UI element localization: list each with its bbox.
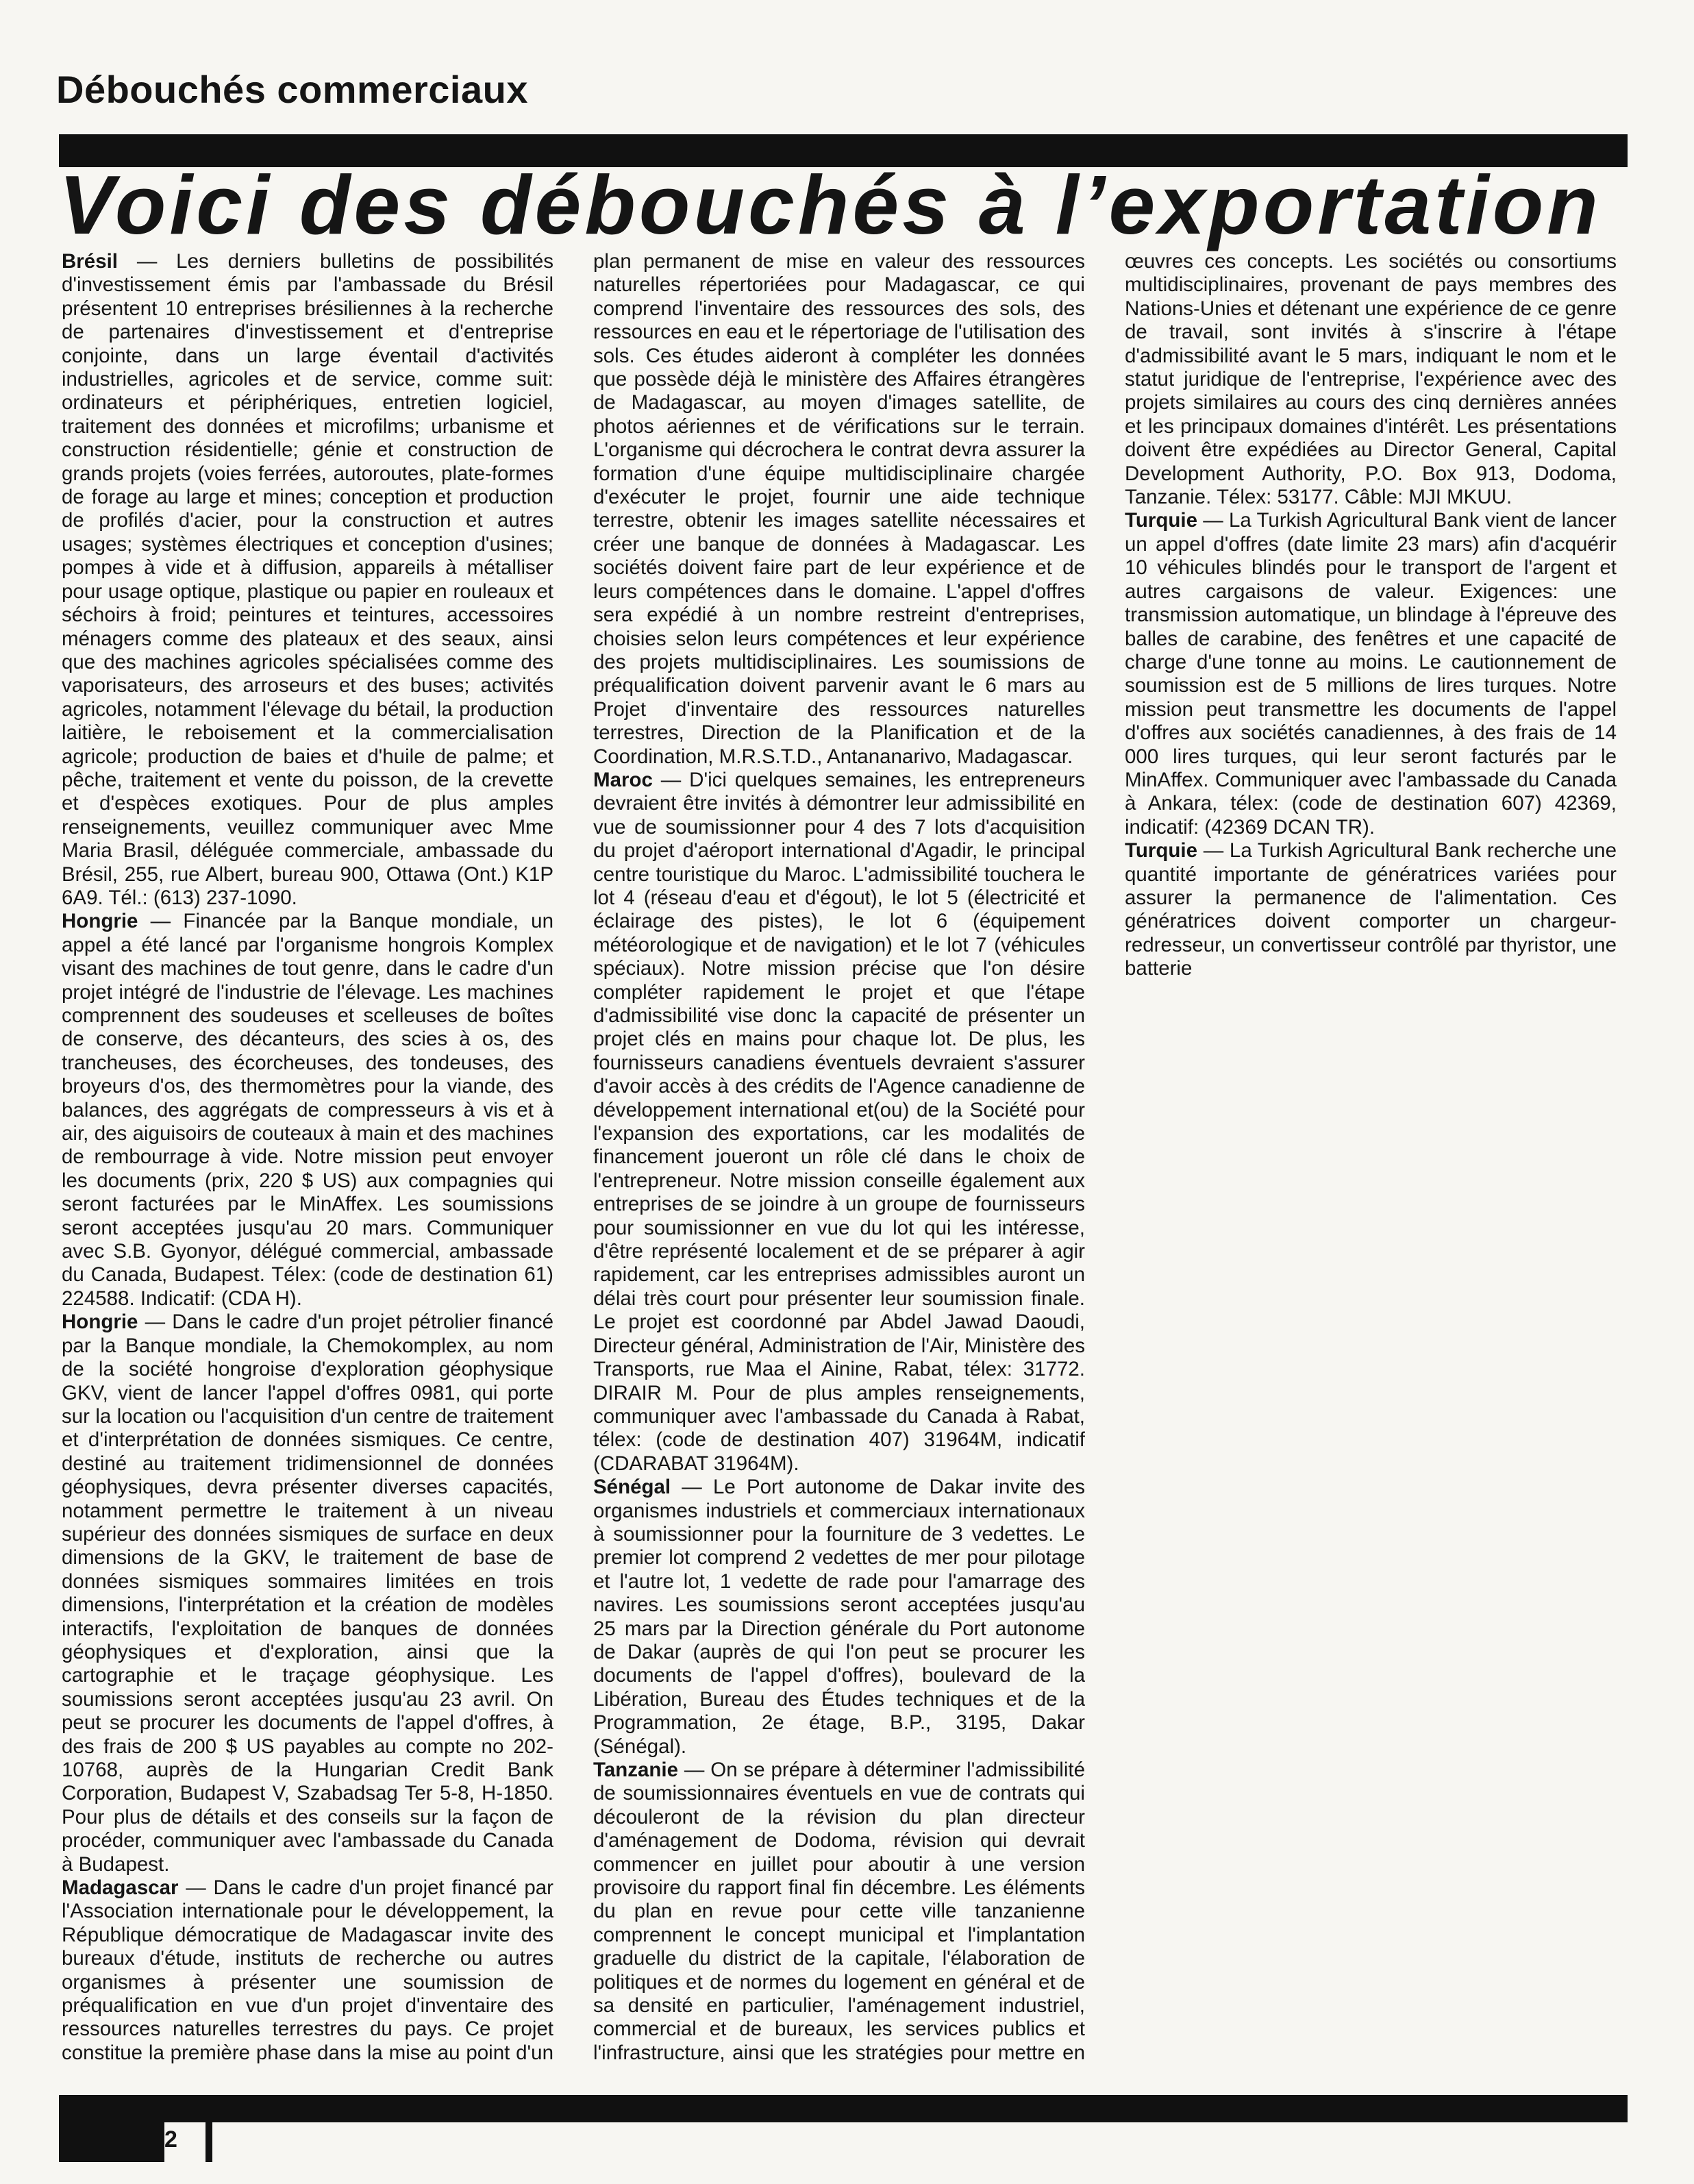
article-senegal <box>593 1476 1085 1759</box>
country-label: Turquie <box>1125 509 1197 532</box>
country-label: Brésil <box>62 250 118 273</box>
dash: — <box>652 768 690 791</box>
article-text: Le Port autonome de Dakar invite des organismes industriels et commerciaux internationaux à soumissionner pour la fourniture de 3 vedettes. Le premier lot comprend 2 vedettes de mer pour pilotage et l'autre lot, 1 vedette de rade pour l'amarrage des navires. Les soumissions seront acceptées jusqu'au 25 mars par la Direction générale du Port autonome de Dakar (auprès de qui l'on peut se procurer les documents de l'appel d'offres), boulevard de la Libération, Bureau des Études techniques et de la Programmation, 2e étage, B.P., 3195, Dakar (Sénégal). <box>593 1476 1085 1758</box>
article-hongrie-1 <box>62 910 553 1311</box>
article-text: Dans le cadre d'un projet financé par l'Association internationale pour le développement, la République démocratique de Madagascar invite des bureaux d'étude, instituts de recherche ou autres organismes à présenter une soumission de préqualification en vue d'un projet d'inventaire des ressources naturelles terrestres du pays. Ce projet constitue la première phase dans la mise au point d'un plan permanent de mise en valeur des ressources naturelles répertoriées pour Madagascar, ce qui comprend l'inventaire des ressources des sols, des ressources en eau et le répertoriage de l'utilisation des sols. Ces études aideront à compléter les données que possède déjà le ministère des Affaires étrangères de Madagascar, au moyen d'images satellite, de photos aériennes et de vérifications sur le terrain. L'organisme qui décrochera le contrat devra assurer la formation d'une équipe multidisciplinaire chargée d'exécuter le projet, fournir une aide technique terrestre, obtenir les images satellite nécessaires et créer une banque de données à Madagascar. Les sociétés doivent faire part de leur expérience et de leurs compétences dans le domaine. L'appel d'offres sera expédié à un nombre restreint d'entreprises, choisies selon leurs compétences et leur expérience des projets multidisciplinaires. Les soumissions de préqualification doivent parvenir avant le 6 mars au Projet d'inventaire des ressources naturelles terrestres, Direction de la Planification et de la Coordination, M.R.S.T.D., Antananarivo, Madagascar. <box>62 250 1085 2064</box>
article-columns <box>62 250 1617 2079</box>
article-text: Les derniers bulletins de possibilités d'investissement émis par l'ambassade du Brésil présentent 10 entreprises brésiliennes à la recherche de partenaires d'investissement et d'entreprise conjointe, dans un large éventail d'activités industrielles, agricoles et de service, comme suit: ordinateurs et périphériques, entretien logiciel, traitement des données et microfilms; urbanisme et construction résidentielle; génie et construction de grands projets (voies ferrées, autoroutes, plate-formes de forage au large et mines; conception et production de profilés d'acier, pour la construction et autres usages; systèmes électriques et conception d'usines; pompes à vide et à diffusion, appareils à métalliser pour usage optique, plastique ou papier en rouleaux et séchoirs à froid; peintures et teintures, accessoires ménagers comme des plateaux et des seaux, ainsi que des machines agricoles spécialisées comme des vaporisateurs, des arroseurs et des buses; activités agricoles, notamment l'élevage du bétail, la production laitière, le reboisement et la commercialisation agricole; production de baies et d'huile de palme; et pêche, traitement et vente du poisson, de la crevette et d'espèces exotiques. Pour de plus amples renseignements, veuillez communiquer avec Mme Maria Brasil, déléguée commerciale, ambassade du Brésil, 255, rue Albert, bureau 900, Ottawa (Ont.) K1P 6A9. Tél.: (613) 237-1090. <box>62 250 553 909</box>
dash: — <box>138 1311 173 1334</box>
dash: — <box>1197 509 1229 532</box>
dash: — <box>118 250 177 273</box>
country-label: Hongrie <box>62 1311 138 1334</box>
article-text: Dans le cadre d'un projet pétrolier financé par la Banque mondiale, la Chemokomplex, au nom de la société hongroise d'exploration géophysique GKV, vient de lancer l'appel d'offres 0981, qui porte sur la location ou l'acquisition d'un centre de traitement et d'interprétation de données sismiques. Ce centre, destiné au traitement tridimensionnel de données géophysiques, devra présenter diverses capacités, notamment permettre le traitement à un niveau supérieur des données sismiques de surface en deux dimensions de la GKV, le traitement de base de données sismiques sommaires limitées en trois dimensions, l'interprétation et la création de modèles interactifs, l'exploitation de banques de données géophysiques et d'exploration, ainsi que la cartographie et le traçage géophysique. Les soumissions seront acceptées jusqu'au 23 avril. On peut se procurer les documents de l'appel d'offres, à des frais de 200 $ US payables au compte no 202-10768, auprès de la Hungarian Credit Bank Corporation, Budapest V, Szabadsag Ter 5-8, H-1850. Pour plus de détails et des conseils sur la façon de procéder, communiquer avec l'ambassade du Canada à Budapest. <box>62 1311 553 1876</box>
dash: — <box>1197 839 1230 863</box>
article-bresil <box>62 250 553 910</box>
country-label: Tanzanie <box>593 1759 679 1781</box>
headline: Voici des débouchés à l’exportation <box>59 158 1602 251</box>
country-label: Hongrie <box>62 910 138 933</box>
article-text: On se prépare à déterminer l'admissibilité de soumissionnaires éventuels en vue de contrats qui découleront de la révision du plan directeur d'aménagement de Dodoma, révision qui devrait commencer en juillet pour aboutir à une version provisoire du rapport final fin décembre. Les éléments du plan en revue pour cette ville tanzanienne comprennent le concept municipal et l'implantation graduelle du district de la capitale, l'élaboration de politiques et de normes du logement en général et de sa densité en particulier, l'aménagement industriel, commercial et de bureaux, les services publics et l'infrastructure, ainsi que les stratégies pour mettre en œuvres ces concepts. Les sociétés ou consortiums multidisciplinaires, provenant de pays membres des Nations-Unies et détenant une expérience de ce genre de travail, sont invités à s'inscrire à l'étape d'admissibilité avant le 5 mars, indiquant le nom et le statut juridique de l'entreprise, l'expérience avec des projets similaires au cours des cinq dernières années et les principaux domaines d'intérêt. Les présentations doivent être expédiées au Director General, Capital Development Authority, P.O. Box 913, Dodoma, Tanzanie. Télex: 53177. Câble: MJI MKUU. <box>593 250 1617 2064</box>
bottom-rule-bar <box>59 2095 1628 2122</box>
dash: — <box>671 1476 713 1499</box>
country-label: Maroc <box>593 768 653 791</box>
article-turquie-2 <box>1125 839 1617 980</box>
country-label: Turquie <box>1125 839 1197 863</box>
article-text: D'ici quelques semaines, les entrepreneurs devraient être invités à démontrer leur admissibilité en vue de soumissionner pour 4 des 7 lots d'acquisition du projet d'aéroport international d'Agadir, le principal centre touristique du Maroc. L'admissibilité touchera le lot 4 (réseau d'eau et d'égout), le lot 5 (électricité et éclairage des pistes), le lot 6 (équipement météorologique et de navigation) et le lot 7 (véhicules spéciaux). Notre mission précise que l'on désire compléter rapidement le projet et que l'étape d'admissibilité vise donc la capacité de présenter un projet clés en mains pour chaque lot. De plus, les fournisseurs canadiens éventuels devraient s'assurer d'avoir accès à des crédits de l'Agence canadienne de développement international et(ou) de la Société pour l'expansion des exportations, car les modalités de financement joueront un rôle clé dans le choix de l'entrepreneur. Notre mission conseille également aux entreprises de se joindre à un groupe de fournisseurs pour soumissionner en vue du lot qui les intéresse, d'être représenté localement et de se préparer à agir rapidement, car les entreprises admissibles auront un délai très court pour présenter leur soumission finale. Le projet est coordonné par Abdel Jawad Daoudi, Directeur général, Administration de l'Air, Ministère des Transports, rue Maa el Ainine, Rabat, télex: 31772. DIRAIR M. Pour de plus amples renseignements, communiquer avec l'ambassade du Canada à Rabat, télex: (code de destination 407) 31964M, indicatif (CDARABAT 31964M). <box>593 768 1085 1475</box>
country-label: Sénégal <box>593 1476 671 1499</box>
article-hongrie-2 <box>62 1311 553 1876</box>
dash: — <box>138 910 184 933</box>
article-text: La Turkish Agricultural Bank vient de lancer un appel d'offres (date limite 23 mars) afin d'acquérir 10 véhicules blindés pour le transport de l'argent et autres cargaisons de valeur. Exigences: une transmission automatique, un blindage à l'épreuve des balles de carabine, des fenêtres et une capacité de charge d'une tonne au moins. Le cautionnement de soumission est de 5 millions de lires turques. Notre mission peut transmettre les documents de l'appel d'offres aux sociétés canadiennes, à des frais de 14 000 lires turques, qui leur seront facturés par le MinAffex. Communiquer avec l'ambassade du Canada à Ankara, télex: (code de destination 607) 42369, indicatif: (42369 DCAN TR). <box>1125 509 1617 839</box>
section-label: Débouchés commerciaux <box>56 68 528 111</box>
dash: — <box>678 1759 711 1781</box>
country-label: Madagascar <box>62 1876 179 1900</box>
page-number: 2 <box>164 2126 177 2152</box>
article-maroc <box>593 769 1085 1476</box>
dash: — <box>178 1876 214 1900</box>
article-text: Financée par la Banque mondiale, un appel a été lancé par l'organisme hongrois Komplex visant des machines de tout genre, dans le cadre d'un projet intégré de l'industrie de l'élevage. Les machines comprennent des soudeuses et scelleuses de boîtes de conserve, des décanteurs, des scies à os, des trancheuses, des écorcheuses, des tondeuses, des broyeurs d'os, des thermomètres pour la viande, des balances, des aggrégats de compresseurs à vis et à air, des aiguisoirs de couteaux à main et des machines de rembourrage à vide. Notre mission peut envoyer les documents (prix, 220 $ US) aux compagnies qui seront facturées par le MinAffex. Les soumissions seront acceptées jusqu'au 20 mars. Communiquer avec S.B. Gyonyor, délégué commercial, ambassade du Canada, Budapest. Télex: (code de destination 61) 224588. Indicatif: (CDA H). <box>62 910 553 1310</box>
article-turquie-1 <box>1125 509 1617 839</box>
article-text: La Turkish Agricultural Bank recherche une quantité importante de génératrices variées pour assurer la permanence de l'alimentation. Ces génératrices doivent comporter un chargeur-redresseur, un convertisseur contrôlé par thyristor, une batterie <box>1125 839 1617 980</box>
